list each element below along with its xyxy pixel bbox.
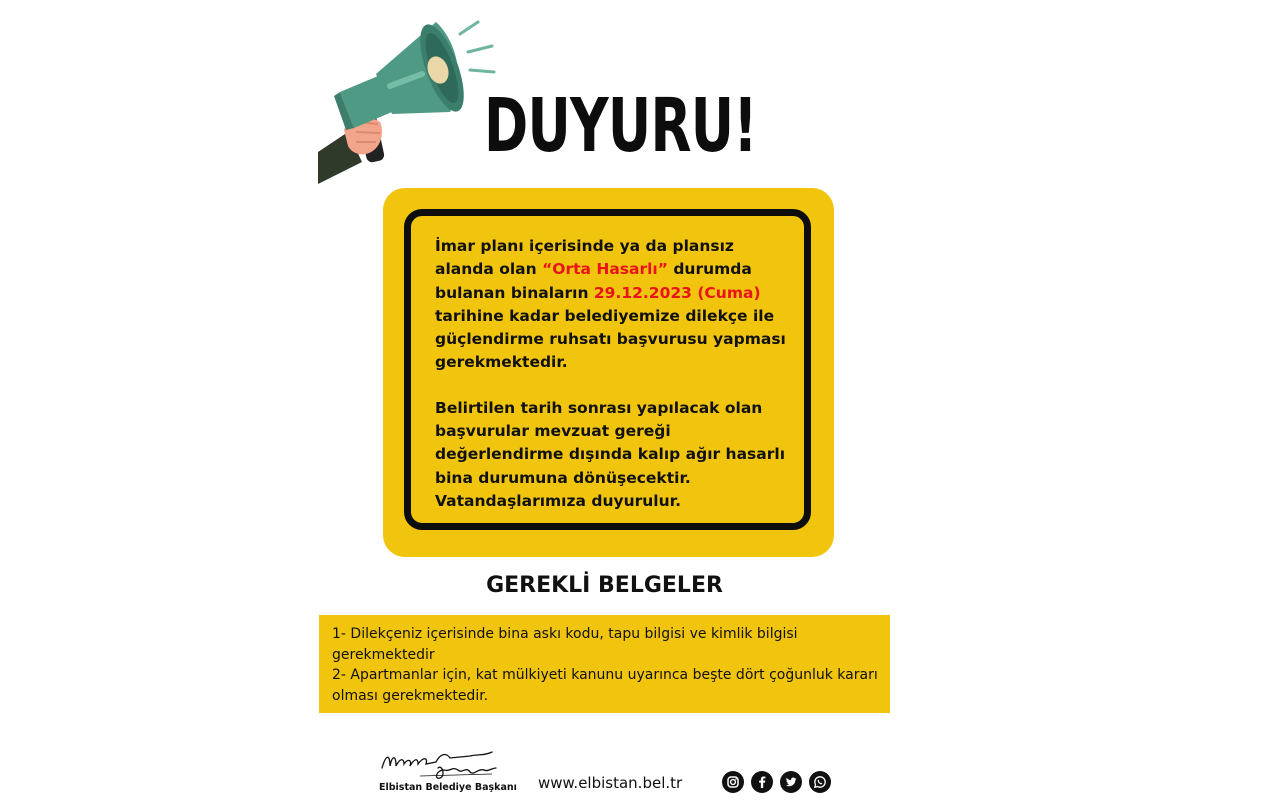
instagram-icon[interactable] [722,771,744,793]
highlight-deadline-date: 29.12.2023 (Cuma) [593,283,761,302]
required-documents-list [332,624,884,706]
notice-text-part: tarihine kadar belediyemize dilekçe ile güçlendirme ruhsatı başvurusu yapması gerekmektedir. [435,306,786,372]
facebook-icon[interactable] [751,771,773,793]
required-documents-box [319,615,890,713]
notice-text-part: durumda bulanan binaların [435,260,752,302]
notice-card [383,188,834,557]
required-documents-title: GEREKLİ BELGELER [486,573,723,598]
notice-paragraph-2: Belirtilen tarih sonrası yapılacak olan başvurular mevzuat gereği değerlendirme dışında kalıp ağır hasarlı bina durumuna dönüşecektir. Vatandaşlarımıza duyurulur. [435,398,786,510]
list-item: 2- Apartmanlar için, kat mülkiyeti kanunu uyarınca beşte dört çoğunluk kararı olması gerekmektedir. [332,667,878,704]
page-title: DUYURU! [484,83,757,169]
notice-frame [404,209,811,530]
notice-paragraph-1 [435,235,795,375]
website-link[interactable]: www.elbistan.bel.tr [538,774,683,792]
whatsapp-icon[interactable] [809,771,831,793]
notice-text [435,235,795,513]
megaphone-icon [318,12,503,187]
mayor-title: Elbistan Belediye Başkanı [379,782,517,793]
footer [0,740,1280,800]
list-item: 1- Dilekçeniz içerisinde bina askı kodu, tapu bilgisi ve kimlik bilgisi gerekmektedir [332,626,798,663]
highlight-damage-level: “Orta Hasarlı” [542,260,668,279]
notice-text-part: İmar planı içerisinde ya da plansız alanda olan [435,237,734,279]
mayor-signature [380,746,500,786]
twitter-icon[interactable] [780,771,802,793]
social-icons [722,771,831,793]
